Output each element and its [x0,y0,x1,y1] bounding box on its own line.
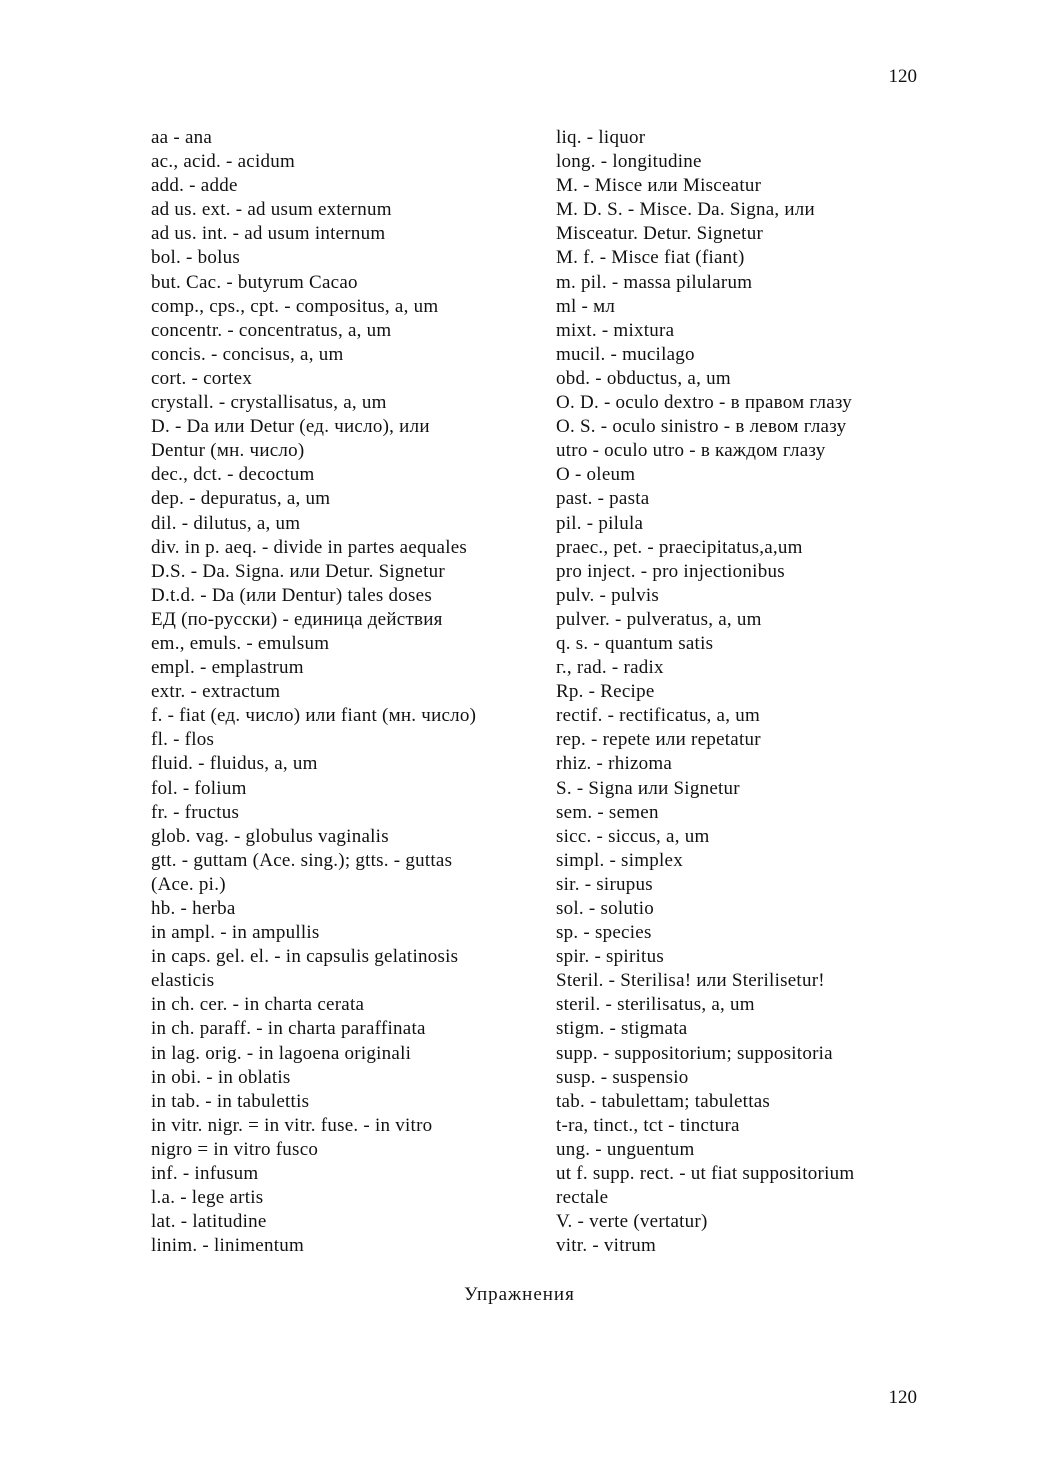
abbreviation-entry: praec., pet. - praecipitatus,a,um [556,536,803,558]
abbreviation-entry: in lag. orig. - in lagoena originali [151,1042,412,1064]
abbreviation-entry: pulv. - pulvis [556,584,660,606]
abbreviation-entry: supp. - suppositorium; suppositoria [556,1042,833,1064]
abbreviation-entry: г., rad. - radix [556,657,664,679]
abbreviation-entry: long. - longitudine [556,151,702,173]
abbreviation-entry: V. - verte (vertatur) [556,1211,708,1233]
abbreviation-entry: Steril. - Sterilisa! или Sterilisetur! [556,970,825,992]
abbreviation-entry: nigro = in vitro fusco [151,1138,319,1160]
abbreviation-entry: inf. - infusum [151,1163,259,1185]
abbreviation-entry: fr. - fructus [151,801,240,823]
abbreviation-entry: in vitr. nigr. = in vitr. fuse. - in vitro [151,1114,433,1136]
abbreviation-entry: div. in p. aeq. - divide in partes aequales [151,536,468,558]
abbreviation-entry: mucil. - mucilago [556,343,695,365]
abbreviation-entry: in ampl. - in ampullis [151,922,320,944]
abbreviation-entry: M. f. - Misce fiat (fiant) [556,247,745,269]
abbreviation-entry: utro - oculo utro - в каждом глазу [556,440,826,462]
abbreviation-entry: add. - adde [151,175,238,197]
abbreviation-entry: past. - pasta [556,488,650,510]
abbreviation-entry: susp. - suspensio [556,1066,689,1088]
abbreviation-entry: in ch. paraff. - in charta paraffinata [151,1018,426,1040]
abbreviation-entry: q. s. - quantum satis [556,632,714,654]
abbreviations-column-right [556,126,916,1258]
abbreviation-entry: M. - Misce или Misceatur [556,175,762,197]
abbreviation-entry: sol. - solutio [556,898,654,919]
abbreviation-entry: stigm. - stigmata [556,1018,688,1040]
abbreviation-entry: elasticis [151,970,215,992]
abbreviation-entry: steril. - sterilisatus, a, um [556,994,755,1016]
abbreviation-entry: l.a. - lege artis [151,1187,264,1209]
abbreviation-entry: sir. - sirupus [556,873,653,895]
abbreviation-entry: fol. - folium [151,777,247,799]
abbreviation-entry: fluid. - fluidus, a, um [151,753,318,775]
abbreviation-entry: mixt. - mixtura [556,319,675,341]
abbreviation-entry: ЕД (по-русски) - единица действия [151,608,443,630]
abbreviation-entry: rectale [556,1187,609,1209]
page-number-top: 120 [888,66,917,87]
abbreviation-entry: hb. - herba [151,898,236,919]
abbreviations-column-left [151,126,531,1258]
abbreviation-entry: pil. - pilula [556,512,644,534]
abbreviation-entry: O. S. - oculo sinistro - в левом глазу [556,416,847,438]
abbreviation-entry: ad us. int. - ad usum internum [151,223,386,245]
abbreviation-entry: (Ace. pi.) [151,873,226,895]
abbreviation-entry: but. Cac. - butyrum Cacao [151,271,358,293]
abbreviation-entry: linim. - linimentum [151,1235,305,1257]
abbreviation-entry: tab. - tabulettam; tabulettas [556,1090,771,1112]
abbreviation-entry: sp. - species [556,922,652,944]
abbreviation-entry: liq. - liquor [556,127,646,148]
abbreviation-entry: O. D. - oculo dextro - в правом глазу [556,392,853,414]
abbreviation-entry: S. - Signa или Signetur [556,777,740,799]
abbreviation-entry: dec., dct. - decoctum [151,464,315,486]
abbreviation-entry: m. pil. - massa pilularum [556,271,753,293]
abbreviation-entry: gtt. - guttam (Ace. sing.); gtts. - guttas [151,849,453,871]
abbreviation-entry: Rp. - Recipe [556,681,655,703]
abbreviation-entry: vitr. - vitrum [556,1235,657,1257]
section-title: Упражнения [464,1284,575,1305]
abbreviation-entry: bol. - bolus [151,247,241,269]
abbreviation-entry: ung. - unguentum [556,1138,695,1160]
abbreviation-entry: rep. - repete или repetatur [556,729,761,751]
abbreviation-entry: sem. - semen [556,801,659,823]
abbreviation-entry: in tab. - in tabulettis [151,1090,310,1112]
abbreviation-entry: f. - fiat (ед. число) или fiant (мн. число) [151,705,477,727]
abbreviation-entry: O - oleum [556,464,636,486]
abbreviation-entry: in ch. cer. - in charta cerata [151,994,365,1016]
abbreviation-entry: concis. - concisus, a, um [151,343,344,365]
abbreviation-entry: simpl. - simplex [556,849,683,871]
abbreviation-entry: ut f. supp. rect. - ut fiat suppositorium [556,1163,855,1185]
abbreviation-entry: crystall. - crystallisatus, a, um [151,392,387,414]
abbreviation-entry: fl. - flos [151,729,215,751]
abbreviation-entry: ac., acid. - acidum [151,151,296,173]
abbreviation-entry: glob. vag. - globulus vaginalis [151,825,389,847]
abbreviation-entry: Misceatur. Detur. Signetur [556,223,764,245]
abbreviation-entry: dep. - depuratus, a, um [151,488,331,510]
abbreviation-entry: pulver. - pulveratus, a, um [556,608,762,630]
abbreviation-entry: extr. - extractum [151,681,281,703]
page-number-bottom: 120 [888,1387,917,1408]
abbreviation-entry: lat. - latitudine [151,1211,267,1233]
abbreviation-entry: D.t.d. - Da (или Dentur) tales doses [151,584,433,606]
abbreviation-entry: rhiz. - rhizoma [556,753,673,775]
abbreviation-entry: t-ra, tinct., tct - tinctura [556,1114,740,1136]
abbreviation-entry: ad us. ext. - ad usum externum [151,199,392,221]
abbreviation-entry: ml - мл [556,295,616,317]
abbreviation-entry: in caps. gel. el. - in capsulis gelatinosis [151,946,459,968]
abbreviation-entry: sicc. - siccus, a, um [556,825,710,847]
abbreviation-entry: spir. - spiritus [556,946,664,968]
abbreviation-entry: dil. - dilutus, a, um [151,512,301,534]
abbreviation-entry: empl. - emplastrum [151,657,304,679]
abbreviation-entry: comp., cps., cpt. - compositus, a, um [151,295,439,317]
abbreviation-entry: aa - ana [151,127,213,148]
abbreviation-entry: obd. - obductus, a, um [556,367,731,389]
abbreviation-entry: M. D. S. - Misce. Da. Signa, или [556,199,815,221]
abbreviation-entry: Dentur (мн. число) [151,440,305,462]
abbreviation-entry: pro inject. - pro injectionibus [556,560,785,582]
abbreviation-entry: D.S. - Da. Signa. или Detur. Signetur [151,560,445,582]
abbreviation-entry: in obi. - in oblatis [151,1066,291,1088]
abbreviation-entry: concentr. - concentratus, a, um [151,319,392,341]
abbreviation-entry: cort. - cortex [151,367,253,389]
abbreviation-entry: rectif. - rectificatus, a, um [556,705,761,727]
abbreviation-entry: em., emuls. - emulsum [151,632,330,654]
abbreviation-entry: D. - Da или Detur (ед. число), или [151,416,430,438]
